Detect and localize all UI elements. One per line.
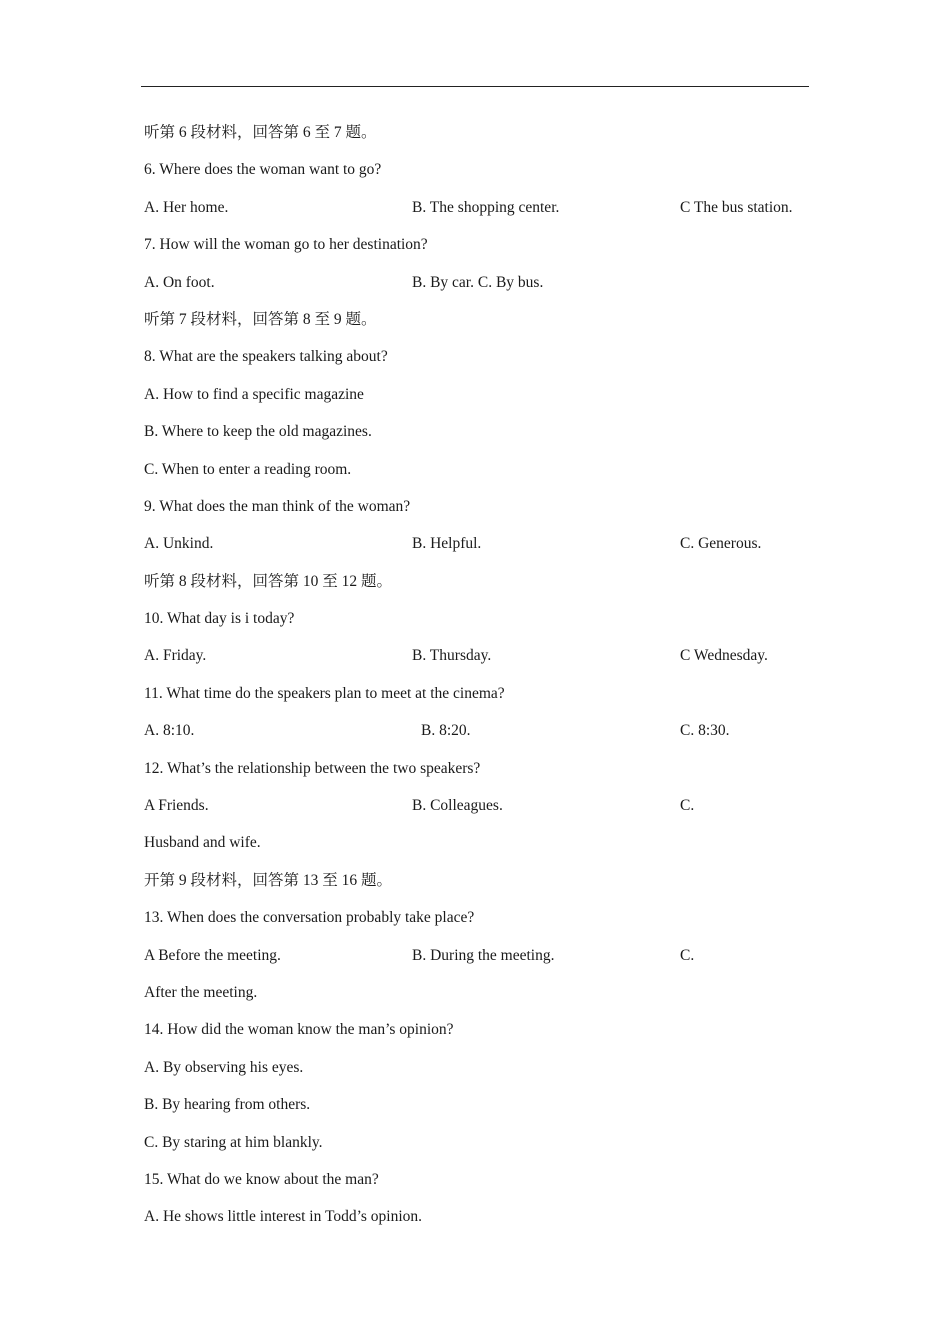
question-6: 6. Where does the woman want to go? [144,161,382,179]
option-a: A Friends. [144,797,209,815]
option-a: A Before the meeting. [144,946,281,964]
option-b: B. The shopping center. [412,198,560,216]
option-a: A. 8:10. [144,722,195,740]
option-14b: B. By hearing from others. [144,1096,311,1114]
document-body [144,114,814,1236]
options-7 [144,264,814,301]
options-12 [144,787,814,824]
option-a: A. Her home. [144,198,229,216]
option-a: A. On foot. [144,273,215,291]
section-heading-13-16: 开第 9 段材料，回答第 13 至 16 题。 [144,871,393,889]
option-b: B. 8:20. [421,722,471,740]
option-c: C Wednesday. [680,647,768,665]
option-b: B. By car. C. By bus. [412,273,544,291]
question-12: 12. What’s the relationship between the two speakers? [144,759,481,777]
header-rule [141,86,809,87]
option-c: C. 8:30. [680,722,730,740]
options-11 [144,712,814,749]
question-8: 8. What are the speakers talking about? [144,348,388,366]
option-a: A. Friday. [144,647,207,665]
options-6 [144,189,814,226]
option-c: C The bus station. [680,198,793,216]
question-9: 9. What does the man think of the woman? [144,497,411,515]
section-heading-10-12: 听第 8 段材料，回答第 10 至 12 题。 [144,572,393,590]
option-12c-continued: Husband and wife. [144,834,261,852]
question-7: 7. How will the woman go to her destination? [144,236,428,254]
option-b: B. Thursday. [412,647,492,665]
option-c: C. [680,946,695,964]
option-8b: B. Where to keep the old magazines. [144,423,372,441]
section-heading-6-7: 听第 6 段材料，回答第 6 至 7 题。 [144,124,377,141]
question-14: 14. How did the woman know the man’s opinion? [144,1021,454,1039]
option-15a: A. He shows little interest in Todd’s opinion. [144,1208,423,1226]
options-10 [144,637,814,674]
option-8a: A. How to find a specific magazine [144,385,364,403]
option-a: A. Unkind. [144,535,214,553]
options-9 [144,525,814,562]
option-b: B. During the meeting. [412,946,555,964]
question-11: 11. What time do the speakers plan to meet at the cinema? [144,684,505,702]
question-13: 13. When does the conversation probably take place? [144,909,475,927]
option-b: B. Colleagues. [412,797,503,815]
section-heading-8-9: 听第 7 段材料，回答第 8 至 9 题。 [144,310,377,328]
question-10: 10. What day is i today? [144,610,295,628]
option-13c-continued: After the meeting. [144,983,258,1001]
option-c: C. [680,797,695,815]
option-b: B. Helpful. [412,535,482,553]
option-14a: A. By observing his eyes. [144,1058,304,1076]
option-14c: C. By staring at him blankly. [144,1133,323,1151]
option-c: C. Generous. [680,535,762,553]
options-13 [144,937,814,974]
question-15: 15. What do we know about the man? [144,1170,379,1188]
option-8c: C. When to enter a reading room. [144,460,352,478]
